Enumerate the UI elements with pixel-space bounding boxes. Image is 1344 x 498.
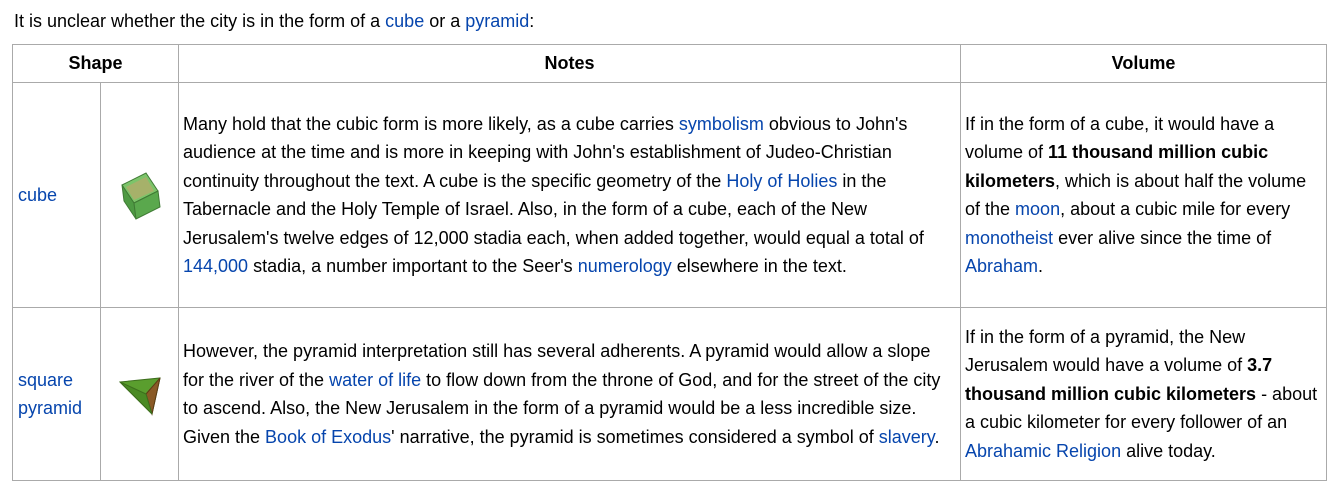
link-holy-of-holies[interactable]: Holy of Holies bbox=[726, 170, 838, 191]
link-numerology[interactable]: numerology bbox=[577, 256, 672, 276]
notes-cell-cube bbox=[179, 83, 961, 308]
header-volume: Volume bbox=[961, 45, 1327, 83]
link-moon[interactable]: moon bbox=[1015, 199, 1061, 219]
volume-bold: 3.7 thousand million cubic kilometers bbox=[965, 355, 1273, 404]
link-144000[interactable]: 144,000 bbox=[183, 256, 249, 276]
table-row-cube bbox=[13, 83, 1327, 308]
link-book-of-exodus[interactable]: Book of Exodus bbox=[265, 426, 392, 447]
volume-text: , which is about half the volume of the bbox=[965, 170, 1307, 219]
link-pyramid[interactable]: pyramid bbox=[465, 11, 530, 31]
table-row-pyramid bbox=[13, 308, 1327, 481]
link-water-of-life[interactable]: water of life bbox=[329, 369, 422, 390]
volume-text: ever alive since the time of bbox=[1053, 227, 1272, 248]
notes-text: Many hold that the cubic form is more likely, as a cube carries bbox=[183, 113, 679, 134]
pyramid-icon[interactable] bbox=[116, 370, 164, 418]
notes-text: obvious to John's audience at the time and is more in keeping with John's establishment of Judeo-Christian continuity throughout the text. A cube is the specific geometry of the bbox=[183, 113, 908, 191]
notes-cell-pyramid bbox=[179, 308, 961, 481]
header-notes: Notes bbox=[179, 45, 961, 83]
volume-cell-pyramid bbox=[961, 308, 1327, 481]
link-cube[interactable]: cube bbox=[385, 11, 425, 31]
link-shape-pyramid[interactable]: pyramid bbox=[18, 398, 83, 418]
link-abraham[interactable]: Abraham bbox=[965, 256, 1039, 276]
link-monotheist[interactable]: monotheist bbox=[965, 227, 1054, 248]
volume-cell-cube bbox=[961, 83, 1327, 308]
intro-before: It is unclear whether the city is in the form of a bbox=[14, 11, 386, 31]
volume-text: alive today. bbox=[1121, 440, 1216, 461]
notes-text: . bbox=[934, 426, 940, 447]
intro-middle: or a bbox=[424, 11, 466, 31]
notes-text: in the Tabernacle and the Holy Temple of Israel. Also, in the form of a cube, each of the New Jerusalem's twelve edges of 12,000 stadia each, when added together, would equal a total of bbox=[183, 170, 924, 248]
intro-after: : bbox=[529, 11, 535, 31]
link-shape-cube[interactable]: cube bbox=[18, 185, 58, 205]
intro-text bbox=[14, 9, 534, 33]
header-row bbox=[13, 45, 1327, 83]
notes-text: elsewhere in the text. bbox=[671, 256, 847, 276]
link-symbolism[interactable]: symbolism bbox=[678, 113, 764, 134]
notes-text: However, the pyramid interpretation still has several adherents. A pyramid would allow a slope for the river of the bbox=[183, 341, 931, 390]
link-shape-square[interactable]: square bbox=[18, 370, 74, 390]
volume-text: If in the form of a cube, it would have a volume of bbox=[965, 113, 1275, 162]
header-shape: Shape bbox=[13, 45, 179, 83]
link-slavery[interactable]: slavery bbox=[878, 426, 935, 447]
shape-image-cell bbox=[101, 83, 179, 308]
volume-text: If in the form of a pyramid, the New Jerusalem would have a volume of bbox=[965, 326, 1248, 376]
volume-text: , about a cubic mile for every bbox=[1060, 199, 1291, 219]
volume-text: - about a cubic kilometer for every follower of an bbox=[965, 383, 1318, 433]
shape-name-cell bbox=[13, 83, 101, 308]
notes-text: to flow down from the throne of God, and for the street of the city to ascend. Also, the New Jerusalem in the form of a pyramid would be a less incredible size. Given the bbox=[183, 369, 941, 447]
link-abrahamic-religion[interactable]: Abrahamic Religion bbox=[965, 440, 1122, 461]
shapes-table bbox=[12, 44, 1327, 481]
notes-text: ' narrative, the pyramid is sometimes considered a symbol of bbox=[391, 426, 879, 447]
volume-text: . bbox=[1038, 256, 1044, 276]
cube-icon[interactable] bbox=[116, 167, 164, 223]
shape-image-cell bbox=[101, 308, 179, 481]
notes-text: stadia, a number important to the Seer's bbox=[248, 256, 578, 276]
shape-name-cell bbox=[13, 308, 101, 481]
volume-bold: 11 thousand million cubic kilometers bbox=[965, 142, 1269, 191]
